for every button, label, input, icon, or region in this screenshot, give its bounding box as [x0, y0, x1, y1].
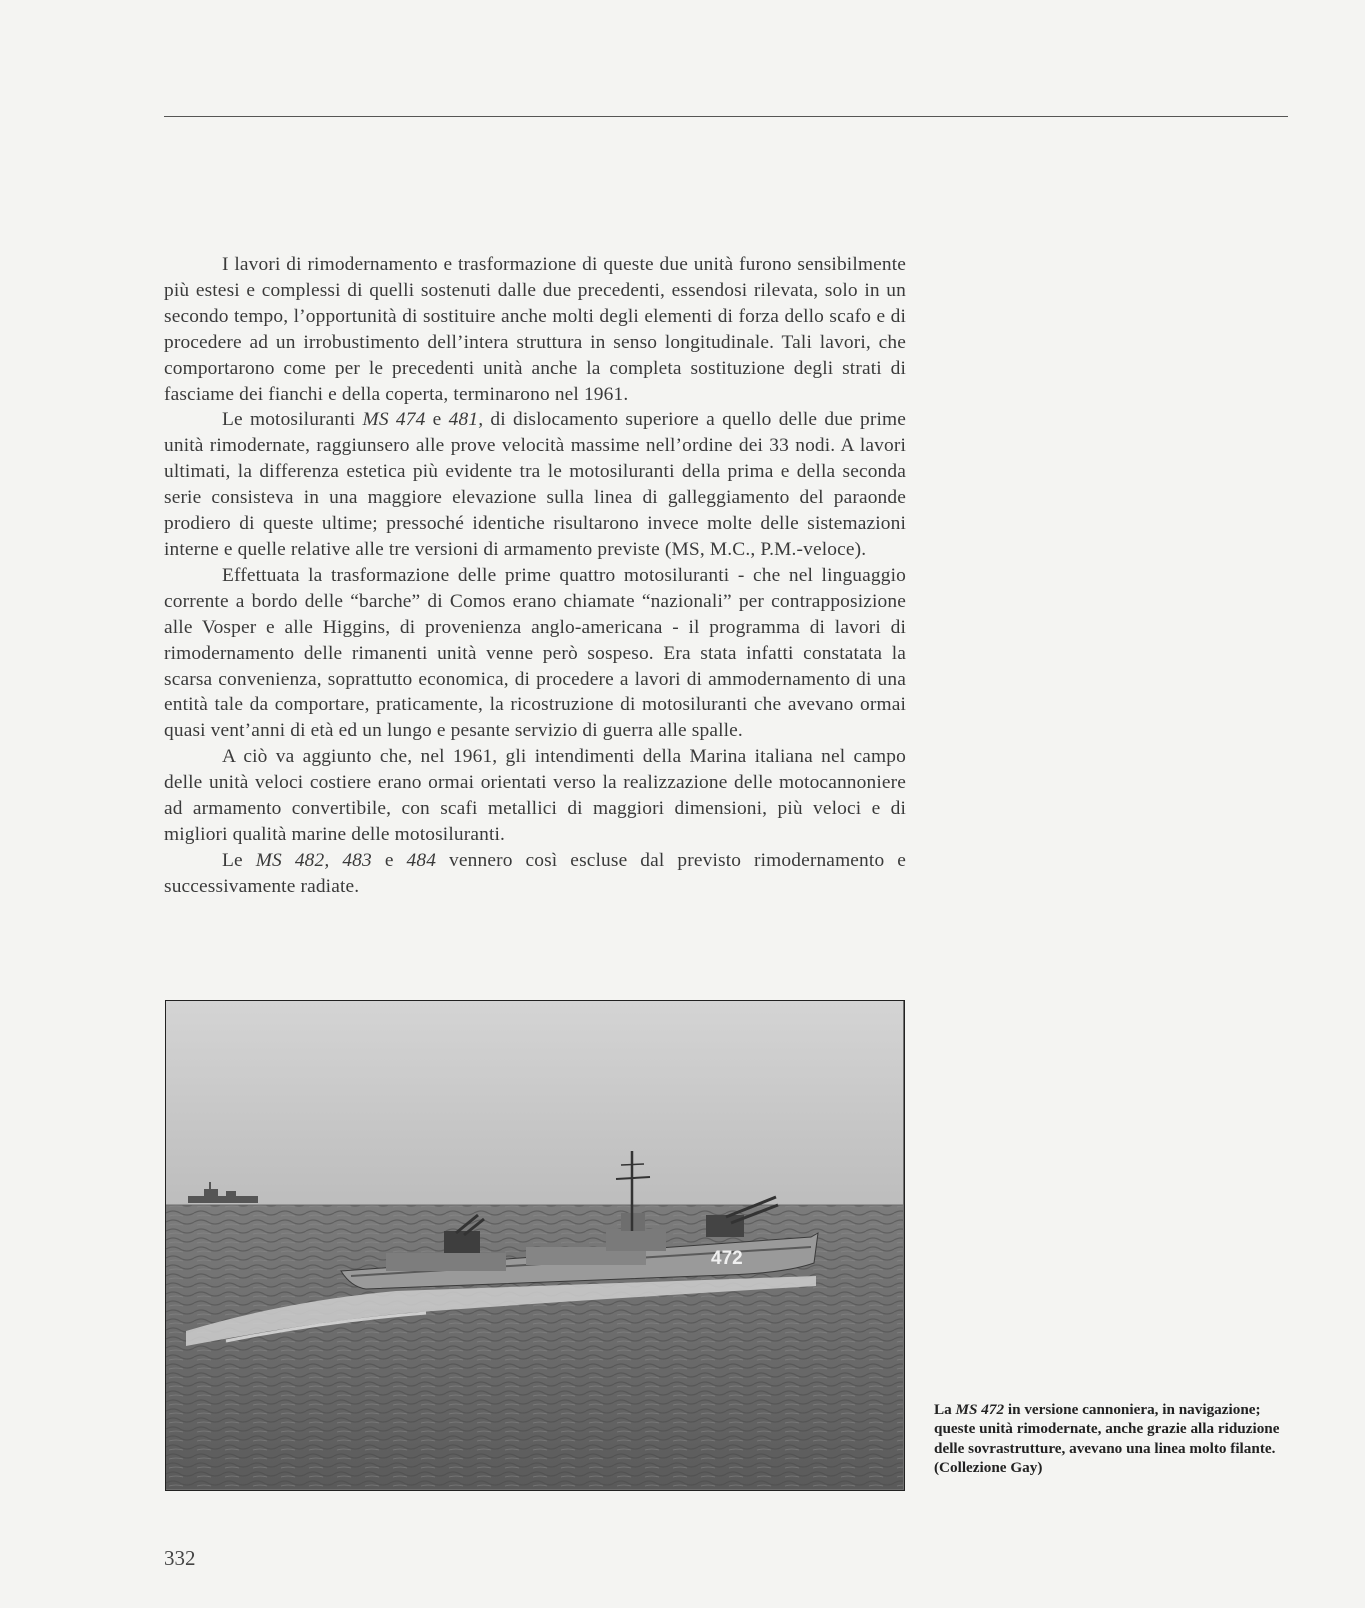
boat-photo — [165, 1000, 905, 1491]
italic-run: 481, — [448, 409, 484, 431]
paragraph: A ciò va aggiunto che, nel 1961, gli intendimenti della Marina italiana nel campo delle unità veloci costiere erano ormai orientati verso la realizzazione delle motocannoniere ad armamento convertibile, con scafi metallici di maggiori dimensioni, più veloci e di migliori qualità marine delle motosiluranti. — [164, 746, 906, 845]
paragraph: Le MS 482, 483 e 484 vennero così escluse dal previsto rimodernamento e successivamente radiate. — [164, 849, 907, 897]
italic-run: MS 474 — [362, 409, 426, 431]
body-text — [164, 252, 906, 900]
sky — [166, 1001, 903, 1206]
italic-run: 484 — [406, 849, 437, 871]
italic-run: MS 482, 483 — [255, 849, 372, 871]
paragraph: Effettuata la trasformazione delle prime quattro motosiluranti - che nel linguaggio corrente a bordo delle “barche” di Comos erano chiamate “nazionali” per contrapposizione alle Vosper e alle Higgins, di provenienza anglo-americana - il programma di lavori di rimodernamento delle rimanenti unità venne però sospeso. Era stata infatti constatata la scarsa convenienza, soprattutto economica, di procedere a lavori di ammodernamento di una entità tale da comportare, praticamente, la ricostruzione di motosiluranti che avevano ormai quasi vent’anni di età ed un lungo e pesante servizio di guerra alle spalle. — [164, 564, 906, 742]
hull-number: 472 — [711, 1248, 743, 1269]
photo-caption: La MS 472 in versione cannoniera, in navigazione; queste unità rimodernate, anche grazie alla riduzione delle sovrastrutture, avevano una linea molto filante. (Collezione Gay) — [934, 1401, 1280, 1477]
paragraph: I lavori di rimodernamento e trasformazione di queste due unità furono sensibilmente più estesi e complessi di quelli sostenuti dalle due precedenti, essendosi rilevata, solo in un secondo tempo, l’opportunità di sostituire anche molti degli elementi di forza dello scafo e di procedere ad un irrobustimento dell’intera struttura in senso longitudinale. Tali lavori, che comportarono come per le precedenti unità anche la completa sostituzione degli strati di fasciame dei fianchi e della coperta, terminarono nel 1961. — [164, 254, 906, 405]
italic-run: MS 472 — [955, 1401, 1005, 1418]
paragraph: Le motosiluranti MS 474 e 481, di dislocamento superiore a quello delle due prime unità rimodernate, raggiunsero alle prove velocità massime nell’ordine dei 33 nodi. A lavori ultimati, la differenza estetica più evidente tra le motosiluranti della prima e della seconda serie consisteva in una maggiore elevazione sulla linea di galleggiamento del paraonde prodiero di queste ultime; pressoché identiche risultarono invece molte delle sistemazioni interne e quelle relative alle tre versioni di armamento previste (MS, M.C., P.M.-veloce). — [164, 409, 906, 560]
header-rule — [164, 116, 1288, 117]
page-number: 332 — [164, 1546, 196, 1570]
